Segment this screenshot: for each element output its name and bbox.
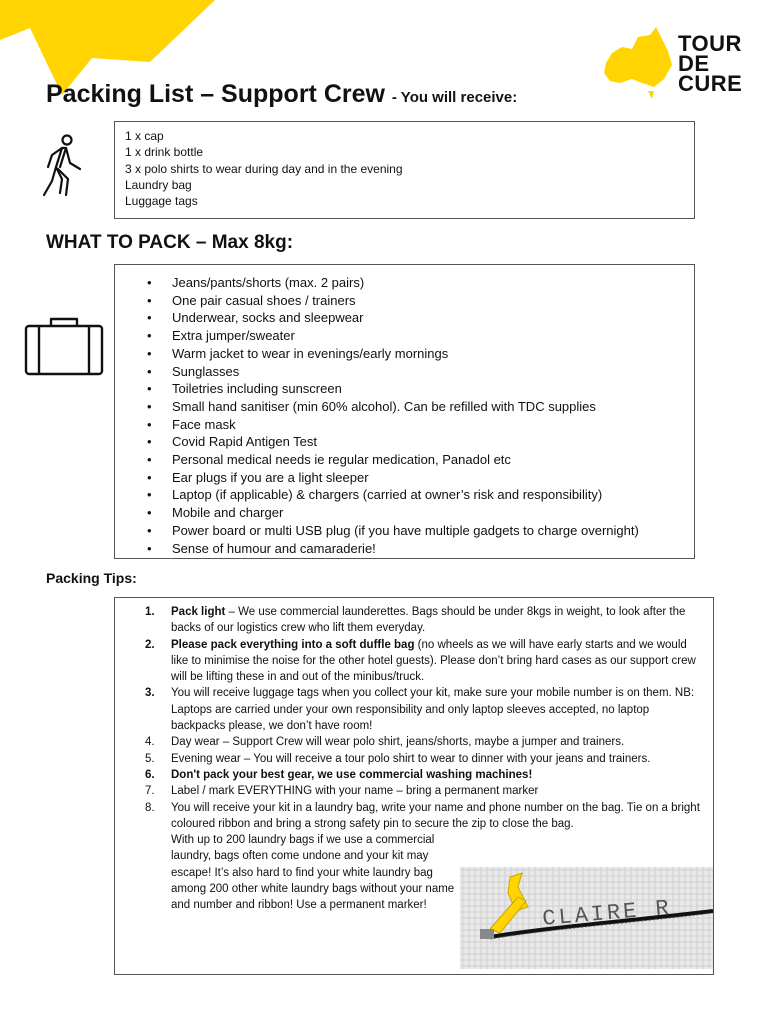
pack-item: • Ear plugs if you are a light sleeper — [147, 469, 694, 487]
pack-item: • Sense of humour and camaraderie! — [147, 540, 694, 558]
receive-item: Laundry bag — [125, 177, 192, 192]
packing-tips-heading: Packing Tips: — [46, 570, 137, 586]
tip-text: Day wear – Support Crew will wear polo shirt, jeans/shorts, maybe a jumper and trainers. — [171, 736, 625, 749]
pack-list-box — [114, 264, 695, 559]
tip-item — [145, 685, 703, 734]
zip-pull — [480, 929, 494, 939]
tip-text: – We use commercial launderettes. Bags should be under 8kgs in weight, to look after the backs of our logistics crew who lift them everyday. — [171, 606, 686, 635]
tip-item — [145, 767, 703, 783]
receive-item: 3 x polo shirts to wear during day and in the evening — [125, 161, 403, 176]
tip-bold: Please pack everything into a soft duffle bag — [171, 638, 415, 651]
logo-line-2: DE — [678, 51, 710, 76]
tip-number: 3. — [145, 687, 155, 700]
tip-number: 8. — [145, 801, 155, 814]
logo-line-3: CURE — [678, 71, 743, 96]
bag-name-label: CLAIRE R — [541, 895, 673, 932]
tip-item — [145, 637, 703, 686]
tip-number: 7. — [145, 785, 155, 798]
tip-text: Evening wear – You will receive a tour polo shirt to wear to dinner with your jeans and trainers. — [171, 752, 651, 765]
tip-item — [145, 734, 703, 750]
tip-number: 2. — [145, 638, 155, 651]
receive-item: 1 x cap — [125, 129, 164, 143]
pack-item: • Warm jacket to wear in evenings/early mornings — [147, 345, 694, 363]
pack-item: • One pair casual shoes / trainers — [147, 292, 694, 310]
page-title — [46, 80, 517, 109]
title-subtitle: - You will receive: — [391, 89, 518, 106]
tour-de-cure-logo — [678, 31, 743, 96]
pack-item: • Small hand sanitiser (min 60% alcohol). Can be refilled with TDC supplies — [147, 398, 694, 416]
pack-item: • Sunglasses — [147, 363, 694, 381]
tip-number: 4. — [145, 736, 155, 749]
australia-logo-icon — [598, 25, 678, 100]
laundry-bag-photo — [460, 867, 713, 969]
pack-item: • Personal medical needs ie regular medication, Panadol etc — [147, 451, 694, 469]
receive-item: Luggage tags — [125, 194, 198, 209]
tip-item — [145, 751, 703, 767]
what-to-pack-heading: WHAT TO PACK – Max 8kg: — [46, 232, 294, 253]
pack-item: • Power board or multi USB plug (if you have multiple gadgets to charge overnight) — [147, 522, 694, 540]
tip-number: 1. — [145, 606, 155, 618]
pack-item: • Covid Rapid Antigen Test — [147, 433, 694, 451]
tip-text-continued: With up to 200 laundry bags if we use a commercial laundry, bags often come undone and your kit may escape! It’s also hard to find your white laundry bag among 200 other white laundry bags without your name and number and ribbon! Use a permanent marker! — [171, 834, 455, 912]
pack-item: • Underwear, socks and sleepwear — [147, 309, 694, 327]
walking-person-icon — [40, 133, 86, 199]
tip-text: Label / mark EVERYTHING with your name – bring a permanent marker — [171, 785, 539, 798]
pack-item: • Face mask — [147, 416, 694, 434]
tip-bold: Pack light — [171, 606, 226, 618]
tip-bold: Don't pack your best gear, we use commercial washing machines! — [171, 768, 533, 781]
tip-item — [145, 604, 703, 637]
pack-item: • Toiletries including sunscreen — [147, 380, 694, 398]
pack-item: • Mobile and charger — [147, 504, 694, 522]
title-text: Packing List – Support Crew — [46, 80, 385, 108]
logo-line-1: TOUR — [678, 31, 742, 56]
tip-text: (no wheels as we will have early starts and we would like to minimise the noise for the other hotel guests). Please don’t bring hard cases as our support crew will be lifting these in and out of the minibus/truck. — [171, 638, 696, 684]
pack-item: • Laptop (if applicable) & chargers (carried at owner’s risk and responsibility) — [147, 486, 694, 504]
tip-number: 6. — [145, 768, 155, 781]
tip-text: You will receive your kit in a laundry bag, write your name and phone number on the bag. Tie on a bright coloured ribbon and bring a strong safety pin to secure the zip to close the bag. — [171, 801, 700, 830]
tip-text: You will receive luggage tags when you collect your kit, make sure your mobile number is on them. NB: Laptops are carried under your own responsibility and only laptop sleeves accepted, no laptop backpacks please, we don’t have room! — [171, 687, 695, 733]
receive-item: 1 x drink bottle — [125, 145, 204, 160]
pack-item: • Extra jumper/sweater — [147, 327, 694, 345]
tip-item — [145, 783, 703, 799]
receive-list-box — [114, 121, 695, 219]
tip-number: 5. — [145, 752, 155, 765]
suitcase-icon — [24, 316, 104, 376]
pack-item: • Jeans/pants/shorts (max. 2 pairs) — [147, 274, 694, 292]
